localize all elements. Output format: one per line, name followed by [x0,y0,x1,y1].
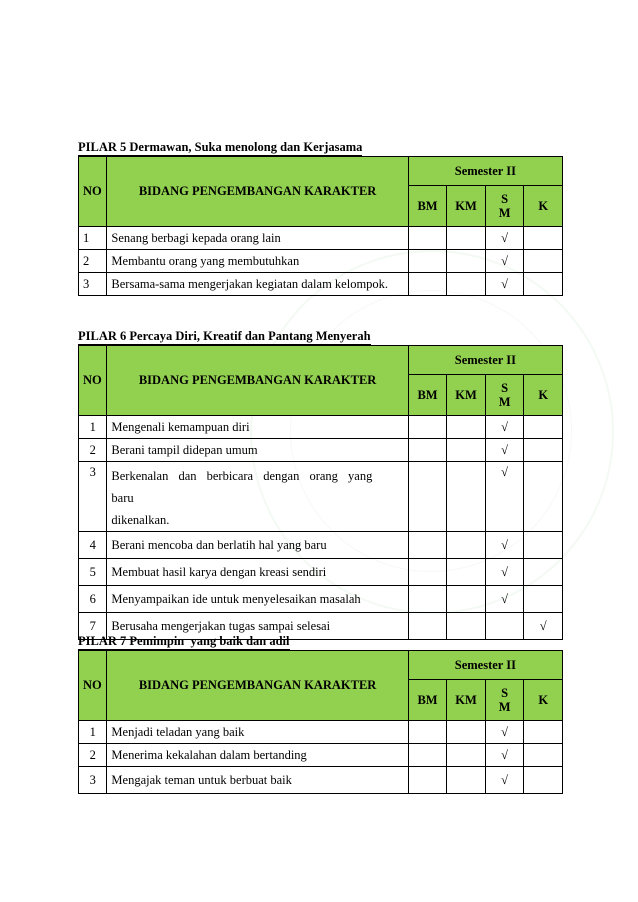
header-km: KM [447,680,486,721]
row-text: Menjadi teladan yang baik [107,721,408,744]
pilar7-section [78,632,563,794]
header-bidang: BIDANG PENGEMBANGAN KARAKTER [107,651,408,721]
check-sm: √ [485,532,524,559]
table-row [79,532,563,559]
check-sm: √ [485,462,524,532]
row-text: Menyampaikan ide untuk menyelesaikan masalah [107,586,408,613]
row-no: 3 [79,767,107,794]
header-k: K [524,375,563,416]
row-text: Senang berbagi kepada orang lain [107,227,408,250]
row-no: 3 [79,462,107,532]
check-sm: √ [485,767,524,794]
header-bm: BM [408,375,447,416]
row-text: Mengajak teman untuk berbuat baik [107,767,408,794]
check-sm: √ [485,227,524,250]
header-bm: BM [408,186,447,227]
header-semester: Semester II [408,651,562,680]
pilar5-section [78,138,563,296]
header-bidang: BIDANG PENGEMBANGAN KARAKTER [107,157,408,227]
table-row [79,439,563,462]
check-sm: √ [485,721,524,744]
check-sm: √ [485,744,524,767]
header-semester: Semester II [408,157,562,186]
table-row [79,227,563,250]
header-no: NO [79,157,107,227]
row-no: 2 [79,439,107,462]
table-row [79,744,563,767]
row-no: 1 [79,227,107,250]
table-row [79,416,563,439]
row-text: Berani tampil didepan umum [107,439,408,462]
check-sm: √ [485,250,524,273]
check-sm: √ [485,273,524,296]
header-no: NO [79,651,107,721]
pilar7-title: PILAR 7 Pemimpin yang baik dan adil [78,634,290,648]
row-text: Membantu orang yang membutuhkan [107,250,408,273]
pilar6-title: PILAR 6 Percaya Diri, Kreatif dan Pantang Menyerah [78,329,371,343]
row-text-line2: dikenalkan. [111,513,170,527]
header-km: KM [447,186,486,227]
table-row [79,586,563,613]
row-no: 5 [79,559,107,586]
header-km: KM [447,375,486,416]
check-sm: √ [485,439,524,462]
table-row [79,559,563,586]
row-text: Berani mencoba dan berlatih hal yang baru [107,532,408,559]
row-no: 4 [79,532,107,559]
header-bm: BM [408,680,447,721]
row-no: 1 [79,721,107,744]
row-text: Berusaha mengerjakan tugas sampai selesai [107,613,408,640]
pilar6-section [78,327,563,640]
check-sm: √ [485,559,524,586]
header-bidang: BIDANG PENGEMBANGAN KARAKTER [107,346,408,416]
header-sm: S M [485,680,524,721]
check-sm: √ [485,416,524,439]
pilar6-table [78,345,563,640]
header-sm: S M [485,186,524,227]
check-sm: √ [485,586,524,613]
row-text: Menerima kekalahan dalam bertanding [107,744,408,767]
pilar5-table [78,156,563,296]
row-text-line1: Berkenalan dan berbicara dengan orang yang baru [111,469,373,505]
pilar5-title: PILAR 5 Dermawan, Suka menolong dan Kerjasama [78,140,363,154]
row-text: Mengenali kemampuan diri [107,416,408,439]
table-row [79,462,563,532]
row-no: 1 [79,416,107,439]
table-row [79,721,563,744]
table-row [79,250,563,273]
row-text [107,462,408,532]
check-k: √ [524,613,563,640]
header-semester: Semester II [408,346,562,375]
table-row [79,273,563,296]
header-k: K [524,186,563,227]
pilar7-table [78,650,563,794]
header-no: NO [79,346,107,416]
row-text: Bersama-sama mengerjakan kegiatan dalam kelompok. [107,273,408,296]
header-sm: S M [485,375,524,416]
row-no: 2 [79,744,107,767]
row-no: 7 [79,613,107,640]
table-row [79,767,563,794]
row-no: 3 [79,273,107,296]
header-k: K [524,680,563,721]
row-text: Membuat hasil karya dengan kreasi sendiri [107,559,408,586]
row-no: 2 [79,250,107,273]
row-no: 6 [79,586,107,613]
